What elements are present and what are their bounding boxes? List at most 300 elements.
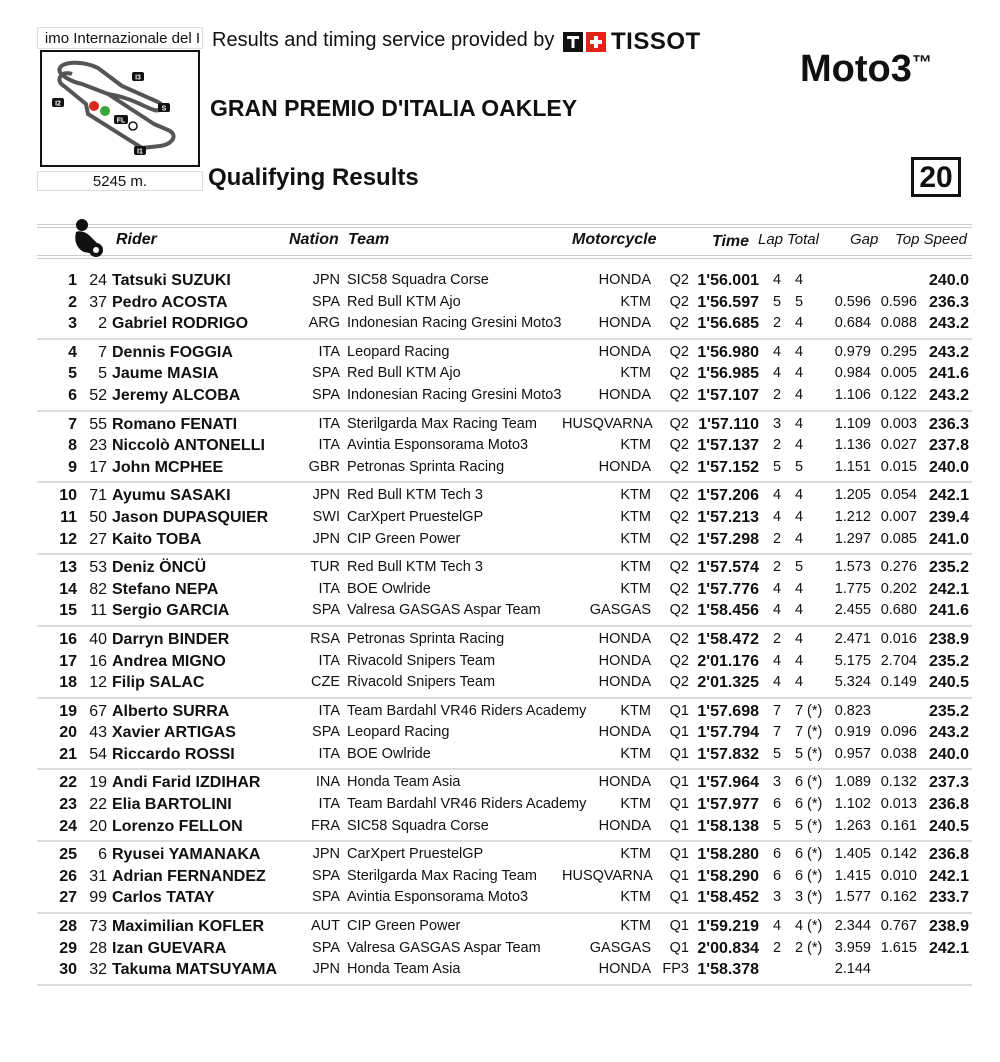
gap-first: 0.919 — [834, 724, 871, 741]
col-header-time: Time — [712, 233, 750, 250]
best-lap: 6 — [772, 796, 782, 813]
team: Rivacold Snipers Team — [347, 652, 496, 669]
top-speed: 240.5 — [928, 817, 969, 835]
results-table — [0, 268, 1000, 986]
q1-marker: (*) — [807, 796, 823, 813]
result-group — [37, 770, 972, 842]
rider-number: 55 — [89, 415, 107, 433]
rider-name: Jason DUPASQUIER — [112, 508, 269, 526]
rider-name: Andrea MIGNO — [112, 652, 226, 670]
position: 30 — [59, 961, 77, 979]
gap-first: 2.144 — [834, 961, 871, 978]
team: Team Bardahl VR46 Riders Academy — [347, 796, 587, 813]
nation: SPA — [312, 867, 340, 884]
table-row — [37, 959, 972, 981]
rider-number: 71 — [89, 487, 107, 505]
rider-number: 40 — [89, 630, 107, 648]
rider-number: 11 — [90, 602, 107, 620]
col-header-motorcycle: Motorcycle — [572, 231, 657, 248]
lap-time: 1'58.472 — [697, 630, 759, 648]
total-laps: 6 — [794, 774, 804, 791]
rider-number: 12 — [89, 674, 107, 692]
q1-marker: (*) — [807, 702, 823, 719]
gap-first: 1.297 — [834, 530, 871, 547]
motorcycle: KTM — [620, 889, 651, 906]
position: 22 — [59, 774, 77, 792]
rider-name: Adrian FERNANDEZ — [112, 867, 266, 885]
nation: ITA — [318, 796, 340, 813]
rider-number: 2 — [98, 315, 107, 333]
top-speed: 242.1 — [928, 939, 969, 957]
circuit-name: imo Internazionale del I — [37, 27, 203, 49]
rider-number: 27 — [89, 530, 107, 548]
nation: INA — [315, 774, 340, 791]
team: Indonesian Racing Gresini Moto3 — [347, 386, 562, 403]
gap-first: 0.823 — [834, 702, 871, 719]
gap-first: 1.089 — [834, 774, 871, 791]
position: 20 — [59, 724, 77, 742]
total-laps: 4 — [794, 630, 804, 647]
gap-first: 1.405 — [834, 846, 871, 863]
rider-number: 20 — [89, 817, 107, 835]
lap-time: 1'56.685 — [697, 315, 759, 333]
rider-number: 53 — [89, 559, 107, 577]
rider-name: Gabriel RODRIGO — [112, 315, 249, 333]
team: Valresa GASGAS Aspar Team — [347, 939, 541, 956]
result-group — [37, 412, 972, 484]
best-lap: 5 — [772, 745, 782, 762]
session-title: Qualifying Results — [208, 164, 419, 191]
gap-previous: 0.142 — [880, 846, 917, 863]
session: Q2 — [669, 580, 689, 597]
lap-time: 1'56.001 — [697, 272, 759, 289]
top-speed: 240.0 — [928, 272, 969, 289]
session: Q2 — [669, 315, 689, 332]
top-speed: 243.2 — [928, 724, 969, 742]
logo-swiss-cross-icon — [586, 32, 606, 52]
position: 4 — [68, 343, 77, 361]
position: 9 — [68, 458, 77, 476]
motorcycle: HUSQVARNA — [562, 415, 653, 432]
rider-number: 19 — [89, 774, 107, 792]
motorcycle: KTM — [620, 487, 651, 504]
lap-time: 1'56.985 — [697, 365, 759, 383]
gap-first: 2.471 — [834, 630, 871, 647]
nation: CZE — [311, 674, 340, 691]
position: 16 — [59, 630, 77, 648]
rider-name: Deniz ÖNCÜ — [112, 559, 207, 577]
rider-name: Tatsuki SUZUKI — [112, 272, 231, 289]
rider-name: Darryn BINDER — [112, 630, 230, 648]
gap-first: 1.573 — [834, 559, 871, 576]
rider-number: 43 — [89, 724, 107, 742]
table-row — [37, 772, 972, 794]
team: Leopard Racing — [347, 724, 450, 741]
best-lap: 2 — [772, 530, 782, 547]
table-row — [37, 557, 972, 579]
best-lap: 2 — [772, 559, 782, 576]
session: Q2 — [669, 415, 689, 432]
motorcycle: HONDA — [598, 817, 651, 834]
motorcycle: HONDA — [598, 630, 651, 647]
motorcycle: HONDA — [598, 724, 651, 741]
rider-name: Filip SALAC — [112, 674, 205, 692]
nation: ITA — [318, 702, 340, 719]
session: Q1 — [669, 745, 689, 762]
rider-number: 22 — [89, 796, 107, 814]
rider-number: 54 — [89, 745, 107, 763]
best-lap: 5 — [772, 817, 782, 834]
lap-time: 1'58.138 — [697, 817, 759, 835]
total-laps: 2 — [794, 939, 804, 956]
total-laps: 4 — [794, 508, 804, 525]
team: BOE Owlride — [347, 745, 431, 762]
team: Red Bull KTM Ajo — [347, 365, 461, 382]
rider-name: Dennis FOGGIA — [112, 343, 233, 361]
svg-text:S: S — [161, 105, 167, 113]
session: Q1 — [669, 918, 689, 935]
lap-time: 1'57.213 — [697, 508, 759, 526]
nation: FRA — [311, 817, 340, 834]
table-row — [37, 485, 972, 507]
gap-first: 1.577 — [834, 889, 871, 906]
nation: SPA — [312, 293, 340, 310]
compass-icon — [129, 122, 137, 130]
total-laps: 4 — [794, 580, 804, 597]
lap-time: 1'57.107 — [697, 386, 759, 404]
table-row — [37, 292, 972, 314]
rider-number: 82 — [89, 580, 107, 598]
gap-previous: 0.054 — [880, 487, 917, 504]
total-laps: 5 — [794, 745, 804, 762]
top-speed: 240.5 — [928, 674, 969, 692]
lap-time: 1'57.832 — [697, 745, 759, 763]
event-title: GRAN PREMIO D'ITALIA OAKLEY — [210, 95, 578, 121]
result-group — [37, 340, 972, 412]
circuit-length: 5245 m. — [37, 171, 203, 191]
table-row — [37, 701, 972, 723]
nation: ITA — [318, 415, 340, 432]
session: Q1 — [669, 817, 689, 834]
q1-marker: (*) — [807, 817, 823, 834]
nation: ITA — [318, 343, 340, 360]
table-row — [37, 270, 972, 292]
nation: SPA — [312, 724, 340, 741]
session: Q2 — [669, 293, 689, 310]
team: CarXpert PruestelGP — [347, 508, 484, 525]
gap-previous: 2.704 — [880, 652, 917, 669]
top-speed: 237.8 — [928, 437, 969, 455]
total-laps: 3 — [794, 889, 804, 906]
session: Q2 — [669, 508, 689, 525]
motorcycle: KTM — [620, 437, 651, 454]
gap-previous: 0.122 — [880, 386, 917, 403]
lap-time: 1'57.298 — [697, 530, 759, 548]
gap-previous: 1.615 — [880, 939, 917, 956]
session: Q2 — [669, 652, 689, 669]
rider-number: 24 — [89, 272, 107, 289]
position: 11 — [60, 508, 77, 526]
top-speed: 242.1 — [928, 867, 969, 885]
nation: ITA — [318, 580, 340, 597]
table-row — [37, 435, 972, 457]
motorcycle: KTM — [620, 745, 651, 762]
rider-name: Kaito TOBA — [112, 530, 202, 548]
team: Team Bardahl VR46 Riders Academy — [347, 702, 587, 719]
motorcycle: HONDA — [598, 961, 651, 978]
trademark-symbol: ™ — [911, 52, 932, 74]
rider-name: Jeremy ALCOBA — [112, 386, 241, 404]
nation: ITA — [318, 437, 340, 454]
table-row — [37, 313, 972, 335]
motorcycle: KTM — [620, 559, 651, 576]
team: Red Bull KTM Tech 3 — [347, 559, 483, 576]
best-lap: 4 — [772, 602, 782, 619]
total-laps: 6 — [794, 846, 804, 863]
q1-marker: (*) — [807, 939, 823, 956]
team: CIP Green Power — [347, 918, 461, 935]
gap-previous: 0.007 — [880, 508, 917, 525]
motorcycle: HONDA — [598, 386, 651, 403]
result-group — [37, 483, 972, 555]
best-lap: 7 — [772, 724, 782, 741]
total-laps: 5 — [794, 559, 804, 576]
top-speed: 235.2 — [928, 702, 969, 720]
gap-previous: 0.016 — [880, 630, 917, 647]
top-speed: 233.7 — [928, 889, 969, 907]
position: 24 — [59, 817, 77, 835]
team: CarXpert PruestelGP — [347, 846, 484, 863]
lap-time: 2'00.834 — [697, 939, 759, 957]
table-row — [37, 844, 972, 866]
q1-marker: (*) — [807, 774, 823, 791]
nation: SPA — [312, 602, 340, 619]
position: 5 — [68, 365, 77, 383]
header-rule-top-2 — [37, 227, 972, 228]
rider-name: John MCPHEE — [112, 458, 224, 476]
q1-marker: (*) — [807, 846, 823, 863]
total-laps: 4 — [794, 315, 804, 332]
rider-number: 17 — [89, 458, 107, 476]
position: 17 — [59, 652, 77, 670]
total-laps: 4 — [794, 343, 804, 360]
motorcycle-rider-icon — [70, 218, 112, 265]
motorcycle: KTM — [620, 918, 651, 935]
position: 8 — [68, 437, 77, 455]
tissot-logo — [563, 28, 701, 55]
result-group — [37, 699, 972, 771]
session: Q2 — [669, 272, 689, 288]
session: Q1 — [669, 702, 689, 719]
table-row — [37, 529, 972, 551]
lap-time: 1'56.980 — [697, 343, 759, 361]
top-speed: 238.9 — [928, 918, 969, 936]
team: Sterilgarda Max Racing Team — [347, 867, 537, 884]
rider-number: 6 — [98, 846, 107, 864]
session: Q2 — [669, 530, 689, 547]
rider-name: Izan GUEVARA — [112, 939, 227, 957]
gap-previous: 0.149 — [880, 674, 917, 691]
gap-first: 0.979 — [834, 343, 871, 360]
table-row — [37, 457, 972, 479]
table-row — [37, 866, 972, 888]
rider-name: Pedro ACOSTA — [112, 293, 228, 311]
nation: SPA — [312, 386, 340, 403]
top-speed: 235.2 — [928, 652, 969, 670]
best-lap: 6 — [772, 846, 782, 863]
gap-first: 1.136 — [834, 437, 871, 454]
top-speed: 240.0 — [928, 745, 969, 763]
team: Petronas Sprinta Racing — [347, 458, 505, 475]
nation: AUT — [311, 918, 340, 935]
team: Red Bull KTM Ajo — [347, 293, 461, 310]
rider-name: Sergio GARCIA — [112, 602, 230, 620]
team: Honda Team Asia — [347, 774, 461, 791]
nation: SWI — [312, 508, 340, 525]
total-laps: 4 — [794, 365, 804, 382]
header-rule-top — [37, 224, 972, 225]
rider-number: 73 — [89, 918, 107, 936]
table-row — [37, 672, 972, 694]
rider-name: Andi Farid IZDIHAR — [112, 774, 261, 792]
motorcycle: HONDA — [598, 674, 651, 691]
top-speed: 242.1 — [928, 487, 969, 505]
lap-time: 1'56.597 — [697, 293, 759, 311]
gap-first: 5.175 — [834, 652, 871, 669]
top-speed: 238.9 — [928, 630, 969, 648]
nation: RSA — [310, 630, 340, 647]
gap-previous: 0.015 — [880, 458, 917, 475]
rider-name: Riccardo ROSSI — [112, 745, 235, 763]
result-group — [37, 914, 972, 986]
best-lap: 4 — [772, 272, 782, 288]
top-speed: 241.6 — [928, 365, 969, 383]
best-lap: 4 — [772, 918, 782, 935]
team: Petronas Sprinta Racing — [347, 630, 505, 647]
rider-number: 28 — [89, 939, 107, 957]
nation: TUR — [310, 559, 340, 576]
rider-name: Ryusei YAMANAKA — [112, 846, 261, 864]
gap-first: 1.106 — [834, 386, 871, 403]
session: FP3 — [662, 961, 689, 978]
best-lap: 4 — [772, 652, 782, 669]
rider-name: Maximilian KOFLER — [112, 918, 265, 936]
rider-name: Elia BARTOLINI — [112, 796, 232, 814]
q1-marker: (*) — [807, 889, 823, 906]
lap-time: 1'58.280 — [697, 846, 759, 864]
lap-time: 2'01.176 — [697, 652, 759, 670]
top-speed: 242.1 — [928, 580, 969, 598]
best-lap: 7 — [772, 702, 782, 719]
session: Q2 — [669, 630, 689, 647]
top-speed: 243.2 — [928, 343, 969, 361]
position: 29 — [59, 939, 77, 957]
gap-first: 2.344 — [834, 918, 871, 935]
rider-number: 31 — [89, 867, 107, 885]
position: 19 — [59, 702, 77, 720]
gap-first: 1.109 — [834, 415, 871, 432]
col-header-gap: Gap — [850, 231, 879, 248]
top-speed: 237.3 — [928, 774, 969, 792]
circuit-map — [40, 50, 200, 167]
gap-previous: 0.680 — [880, 602, 917, 619]
best-lap: 2 — [772, 939, 782, 956]
start-red-light-icon — [89, 101, 99, 111]
gap-previous: 0.027 — [880, 437, 917, 454]
best-lap: 4 — [772, 343, 782, 360]
lap-time: 1'58.456 — [697, 602, 759, 620]
gap-previous: 0.013 — [880, 796, 917, 813]
position: 13 — [59, 559, 77, 577]
position: 26 — [59, 867, 77, 885]
gap-first: 1.212 — [834, 508, 871, 525]
top-speed: 240.0 — [928, 458, 969, 476]
nation: GBR — [308, 458, 340, 475]
position: 18 — [59, 674, 77, 692]
position: 23 — [59, 796, 77, 814]
session: Q1 — [669, 889, 689, 906]
result-group — [37, 268, 972, 340]
lap-time: 1'58.378 — [697, 961, 759, 979]
motorcycle: HONDA — [598, 774, 651, 791]
top-speed: 235.2 — [928, 559, 969, 577]
timing-credit: Results and timing service provided by — [212, 29, 555, 51]
team: SIC58 Squadra Corse — [347, 817, 489, 834]
table-row — [37, 363, 972, 385]
best-lap: 4 — [772, 508, 782, 525]
table-row — [37, 722, 972, 744]
top-speed: 243.2 — [928, 386, 969, 404]
gap-previous: 0.005 — [880, 365, 917, 382]
col-header-total: Total — [787, 231, 819, 248]
nation: JPN — [312, 272, 340, 288]
session: Q2 — [669, 559, 689, 576]
rider-name: Niccolò ANTONELLI — [112, 437, 265, 455]
top-speed: 239.4 — [928, 508, 969, 526]
nation: SPA — [312, 889, 340, 906]
total-laps: 4 — [794, 674, 804, 691]
col-header-rider: Rider — [116, 231, 157, 248]
motorcycle: KTM — [620, 580, 651, 597]
session: Q1 — [669, 796, 689, 813]
lap-time: 1'57.977 — [697, 796, 759, 814]
team: Indonesian Racing Gresini Moto3 — [347, 315, 562, 332]
gap-first: 1.263 — [834, 817, 871, 834]
rider-name: Ayumu SASAKI — [112, 487, 231, 505]
team: Avintia Esponsorama Moto3 — [347, 889, 529, 906]
session: Q1 — [669, 867, 689, 884]
total-laps: 4 — [794, 602, 804, 619]
best-lap: 2 — [772, 386, 782, 403]
rider-number: 37 — [89, 293, 107, 311]
lap-time: 1'57.964 — [697, 774, 759, 792]
q1-marker: (*) — [807, 745, 823, 762]
logo-t-icon — [563, 32, 583, 52]
best-lap: 4 — [772, 365, 782, 382]
total-laps: 7 — [794, 702, 804, 719]
gap-previous: 0.596 — [880, 293, 917, 310]
col-header-team: Team — [348, 231, 390, 248]
svg-text:I1: I1 — [137, 148, 143, 156]
table-row — [37, 794, 972, 816]
nation: JPN — [312, 530, 340, 547]
table-row — [37, 385, 972, 407]
session: Q2 — [669, 437, 689, 454]
q1-marker: (*) — [807, 918, 823, 935]
start-green-light-icon — [100, 106, 110, 116]
q1-marker: (*) — [807, 867, 823, 884]
header-rule-bottom-2 — [37, 258, 972, 259]
